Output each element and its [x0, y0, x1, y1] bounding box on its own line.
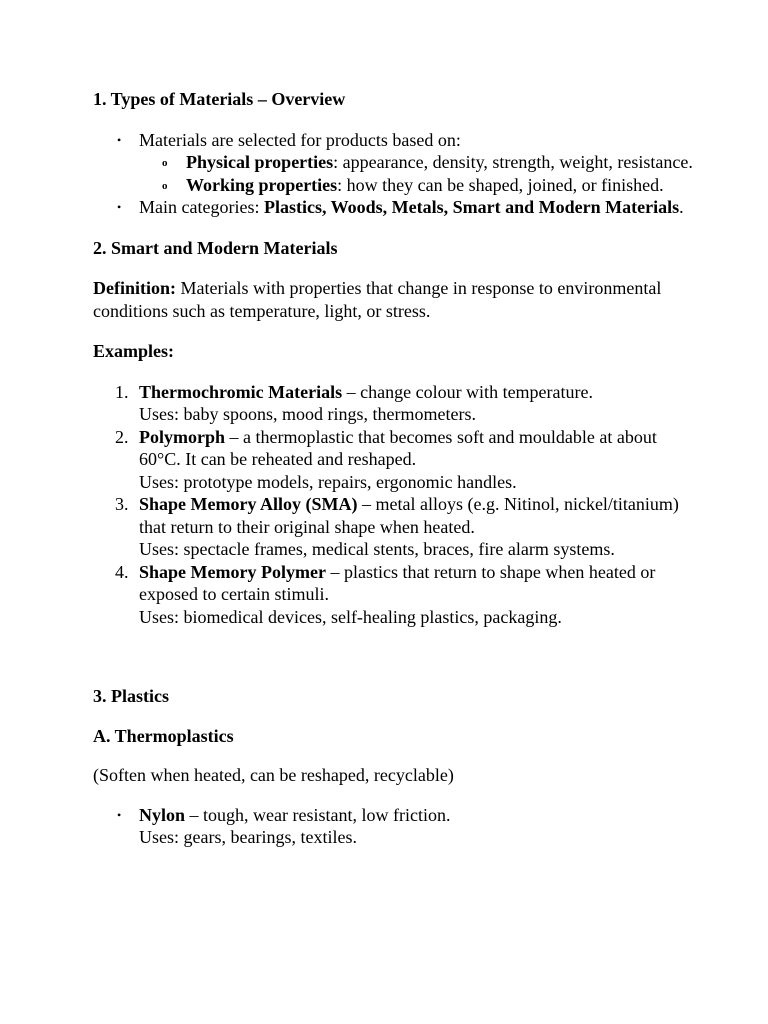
heading-thermoplastics: A. Thermoplastics — [93, 725, 234, 746]
categories-period: . — [679, 197, 684, 217]
examples-label — [93, 340, 693, 363]
list-item — [115, 493, 693, 561]
categories-prefix: Main categories: — [139, 197, 264, 217]
material-uses: Uses: prototype models, repairs, ergonomic handles. — [139, 471, 517, 492]
material-name: Shape Memory Alloy (SMA) — [139, 494, 358, 514]
list-item — [139, 129, 693, 197]
bullet-text: Materials are selected for products based on: — [139, 129, 461, 150]
material-description: – change colour with temperature. — [342, 381, 594, 402]
list-number: 2. — [115, 426, 129, 447]
overview-bullet-list — [93, 129, 693, 219]
heading-plastics: 3. Plastics — [93, 686, 169, 706]
definition-label: Definition: — [93, 278, 176, 298]
list-item — [139, 804, 693, 849]
material-name: Polymorph — [139, 426, 226, 447]
properties-sublist — [139, 151, 693, 196]
working-properties-text: : how they can be shaped, joined, or finished. — [337, 174, 664, 195]
material-uses: Uses: biomedical devices, self-healing plastics, packaging. — [139, 606, 562, 627]
material-uses: Uses: baby spoons, mood rings, thermometers. — [139, 404, 476, 424]
list-item — [115, 426, 693, 494]
thermoplastics-note: (Soften when heated, can be reshaped, recyclable) — [93, 765, 454, 785]
definition-text: Materials with properties that change in response to environmental conditions such as temperature, light, or stress. — [93, 278, 662, 321]
plastic-description: – tough, wear resistant, low friction. — [185, 804, 451, 825]
heading-types-of-materials: 1. Types of Materials – Overview — [93, 89, 346, 109]
examples-list — [93, 381, 693, 629]
list-item — [186, 174, 693, 197]
list-item — [115, 561, 693, 629]
list-item — [139, 196, 693, 219]
material-description: – metal alloys (e.g. Nitinol, nickel/titanium) that return to their original shape when heated. — [139, 494, 679, 537]
material-name: Shape Memory Polymer — [139, 561, 326, 582]
material-uses: Uses: spectacle frames, medical stents, braces, fire alarm systems. — [139, 539, 615, 559]
plastic-uses: Uses: gears, bearings, textiles. — [139, 827, 357, 847]
material-name: Thermochromic Materials — [139, 381, 343, 402]
list-number: 1. — [115, 381, 129, 402]
list-item — [186, 151, 693, 174]
material-description: – a thermoplastic that becomes soft and mouldable at about 60°C. It can be reheated and reshaped. — [139, 426, 657, 469]
material-description: – plastics that return to shape when heated or exposed to certain stimuli. — [139, 561, 656, 604]
definition-paragraph — [93, 277, 693, 322]
thermoplastics-list — [93, 804, 693, 849]
list-number: 3. — [115, 494, 129, 514]
document-page — [93, 88, 693, 849]
list-number: 4. — [115, 561, 129, 582]
physical-properties-label: Physical properties — [186, 152, 334, 172]
categories-list: Plastics, Woods, Metals, Smart and Modern Materials — [263, 197, 680, 217]
plastic-name: Nylon — [139, 804, 186, 825]
physical-properties-text: : appearance, density, strength, weight, resistance. — [333, 152, 693, 172]
working-properties-label: Working properties — [186, 174, 338, 195]
heading-smart-modern: 2. Smart and Modern Materials — [93, 237, 338, 258]
list-item — [115, 381, 693, 426]
examples-label-text: Examples: — [93, 341, 174, 361]
